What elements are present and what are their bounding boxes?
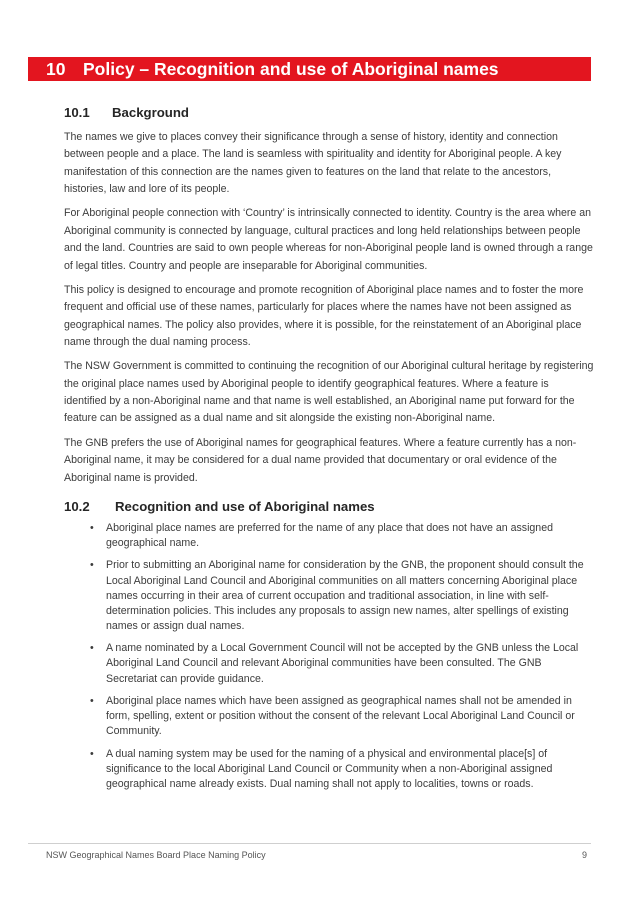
paragraph: The names we give to places convey their significance through a sense of history, identity and connection between people and a place. The land is seamless with spirituality and identity for Aboriginal people. A key manifestation of this connection are the names given to features on the land that relate to the ancestors, histories, law and lore of its people. <box>64 131 562 196</box>
policy-bullet-list <box>90 521 594 792</box>
list-item: • Aboriginal place names are preferred for the name of any place that does not have an assigned geographical name. <box>90 521 594 551</box>
paragraph: For Aboriginal people connection with ‘Country’ is intrinsically connected to identity. Country is the area where an Aboriginal community is connected by language, cultural practices and long held relationships between people and the land. Countries are said to own people whereas for non-Aboriginal people land is owned through a range of legal titles. Country and people are inseparable for Aboriginal communities. <box>64 207 593 272</box>
section-heading-recognition <box>64 498 594 515</box>
list-item: • A name nominated by a Local Government Council will not be accepted by the GNB unless the Local Aboriginal Land Council and relevant Aboriginal communities have been consulted. The GNB Secretariat can provide guidance. <box>90 641 594 686</box>
chapter-title: Policy – Recognition and use of Aboriginal names <box>83 59 499 79</box>
section-title: Recognition and use of Aboriginal names <box>115 498 375 514</box>
section-number: 10.2 <box>64 498 90 514</box>
list-item: • Prior to submitting an Aboriginal name for consideration by the GNB, the proponent should consult the Local Aboriginal Land Council and Aboriginal communities on all matters concerning Aboriginal place names occurring in their area of current occupation and traditional association, in line with self-determination policies. This includes any proposals to assign new names, alter spellings of existing names or assign dual names. <box>90 558 594 633</box>
section-title: Background <box>112 105 189 120</box>
chapter-number: 10 <box>46 59 66 79</box>
list-item: • Aboriginal place names which have been assigned as geographical names shall not be amended in form, spelling, extent or position without the consent of the relevant Local Aboriginal Land Council or Community. <box>90 694 594 739</box>
page-number: 9 <box>581 850 587 860</box>
section-heading-background <box>64 104 594 121</box>
page-content <box>64 104 594 799</box>
list-item: • A dual naming system may be used for the naming of a physical and environmental place[s] of significance to the local Aboriginal Land Council or Community when a non-Aboriginal assigned geographical name already exists. Dual naming shall not apply to localities, towns or roads. <box>90 747 594 792</box>
paragraph: This policy is designed to encourage and promote recognition of Aboriginal place names and to foster the more frequent and official use of these names, particularly for places where the names have not been assigned as geographical names. The policy also provides, where it is possible, for the reinstatement of an Aboriginal place name through the dual naming process. <box>64 283 584 349</box>
footer-document-title: NSW Geographical Names Board Place Naming Policy <box>46 850 266 860</box>
chapter-banner <box>28 57 591 81</box>
section-number: 10.1 <box>64 105 90 120</box>
paragraph: The GNB prefers the use of Aboriginal names for geographical features. Where a feature currently has a non-Aboriginal name, it may be considered for a dual name provided that documentary or oral evidence of the Aboriginal name is provided. <box>64 436 577 484</box>
paragraph: The NSW Government is committed to continuing the recognition of our Aboriginal cultural heritage by registering the original place names used by Aboriginal people to identify geographical features. Where a feature is identified by a non-Aboriginal name and that name is well established, an Aboriginal name put forward for the feature can be assigned as a dual name and sit alongside the existing non-Aboriginal name. <box>64 360 594 425</box>
footer-divider <box>28 843 591 844</box>
